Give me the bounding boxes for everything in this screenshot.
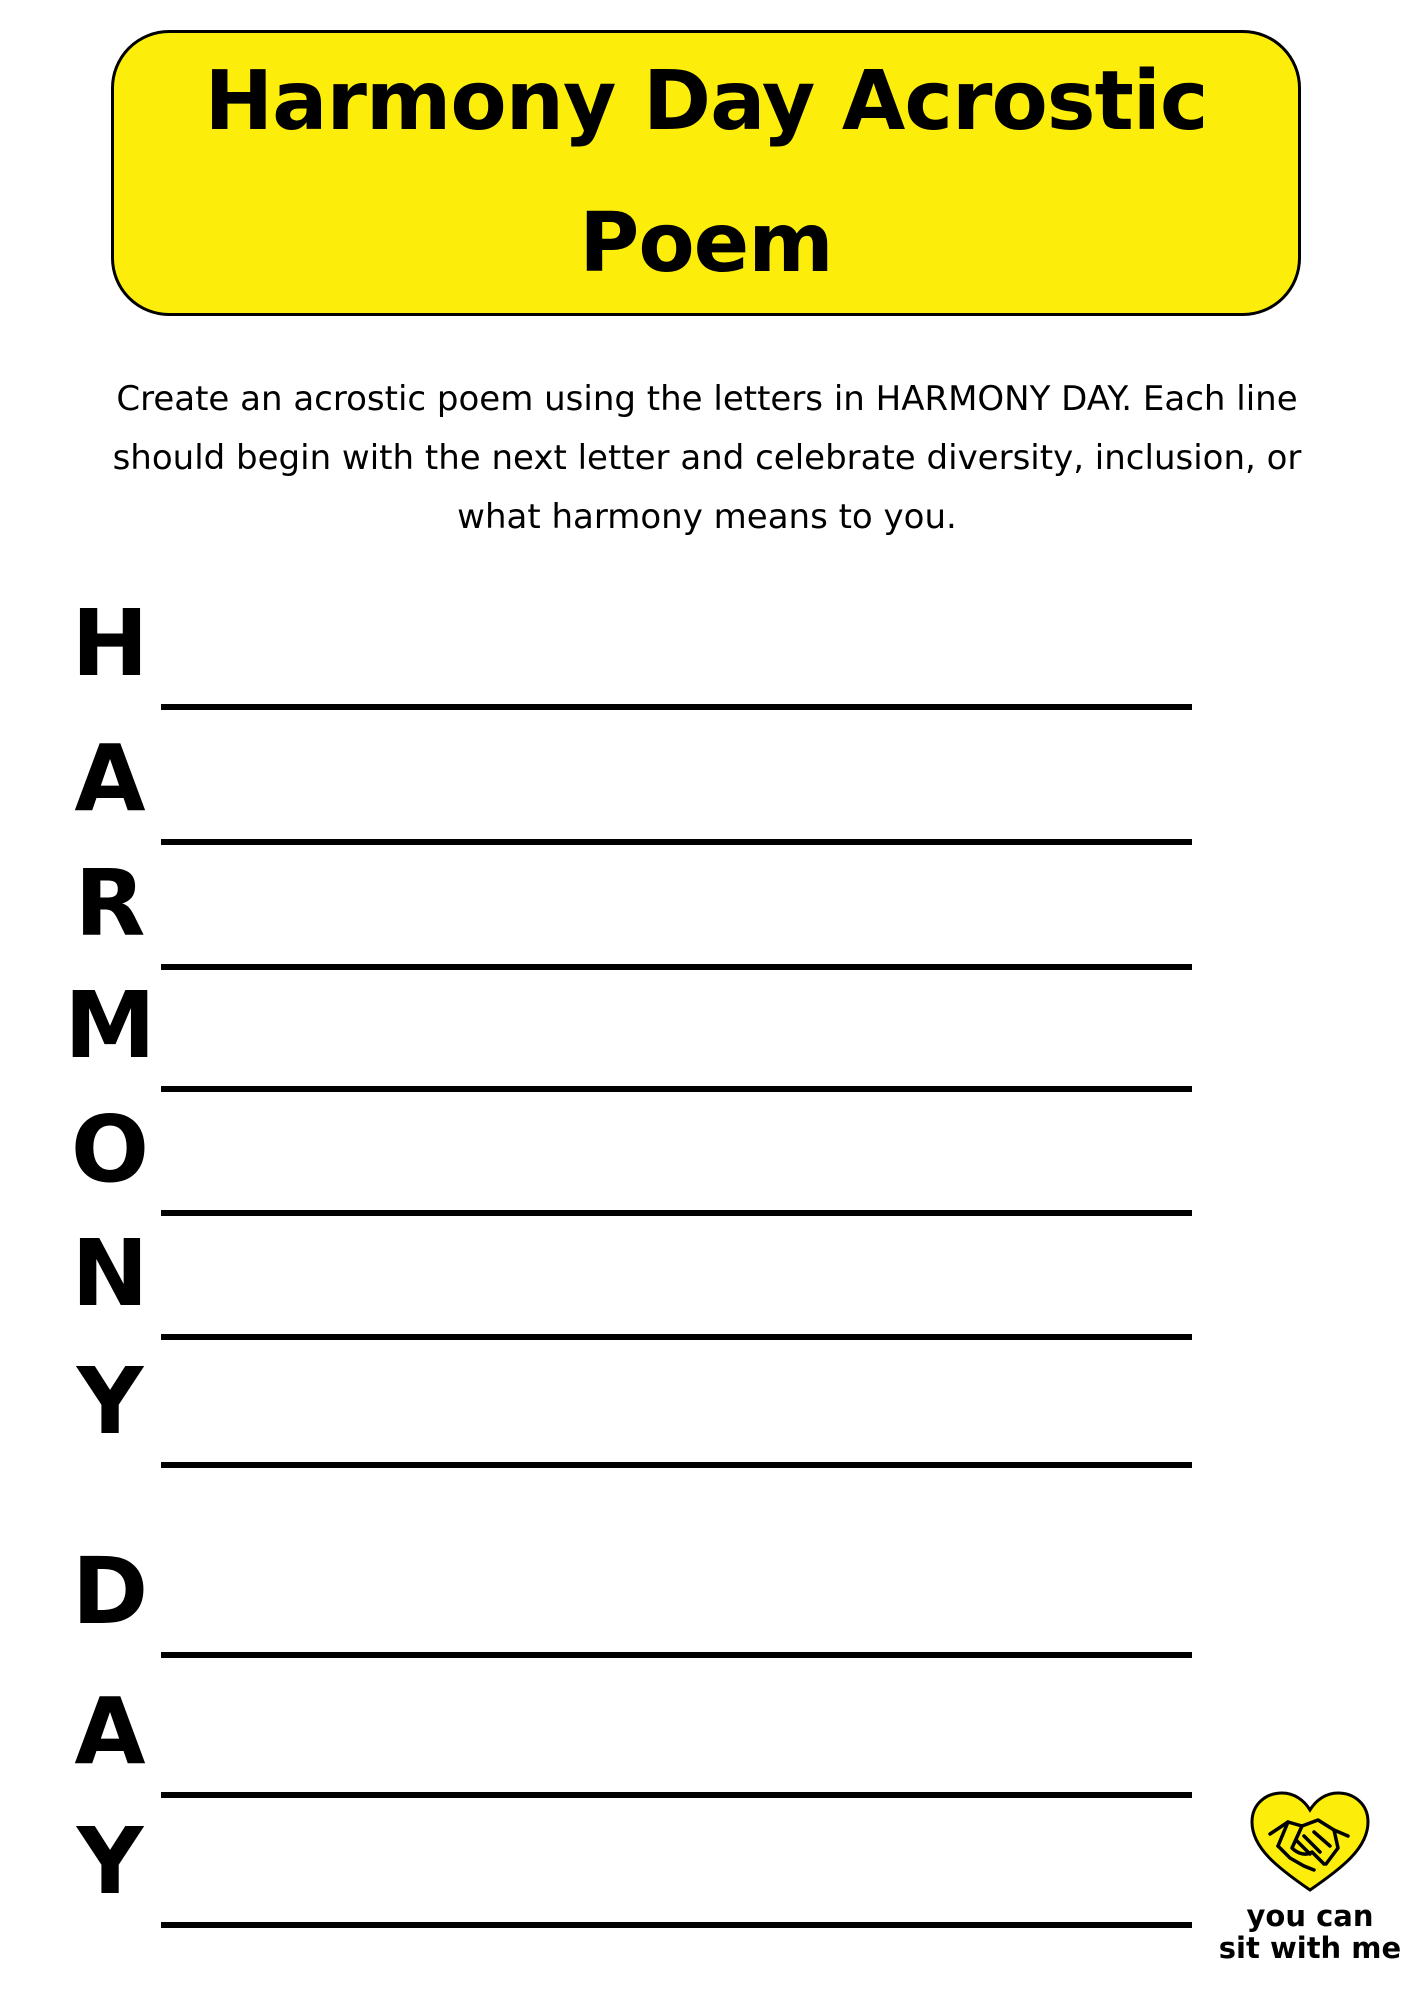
heart-handshake-icon bbox=[1248, 1790, 1372, 1894]
writing-line bbox=[161, 1922, 1192, 1928]
writing-line bbox=[161, 1652, 1192, 1658]
acrostic-letter: O bbox=[70, 1096, 150, 1203]
writing-line bbox=[161, 1086, 1192, 1092]
writing-line bbox=[161, 964, 1192, 970]
acrostic-letter: Y bbox=[76, 1348, 144, 1455]
poem-line-d bbox=[0, 1538, 1414, 1658]
poem-line-n bbox=[0, 1220, 1414, 1340]
you-can-sit-with-me-logo bbox=[1215, 1790, 1405, 1975]
poem-line-h bbox=[0, 590, 1414, 710]
writing-line bbox=[161, 704, 1192, 710]
writing-line bbox=[161, 1792, 1192, 1798]
poem-line-y bbox=[0, 1348, 1414, 1468]
writing-line bbox=[161, 1334, 1192, 1340]
poem-line-a bbox=[0, 725, 1414, 845]
acrostic-letter: A bbox=[74, 1678, 146, 1785]
poem-line-a2 bbox=[0, 1678, 1414, 1798]
acrostic-letter: M bbox=[64, 972, 156, 1079]
logo-line-1: you can bbox=[1246, 1899, 1374, 1933]
acrostic-letter: A bbox=[74, 725, 146, 832]
poem-line-r bbox=[0, 850, 1414, 970]
writing-line bbox=[161, 1210, 1192, 1216]
logo-line-2: sit with me bbox=[1218, 1931, 1402, 1965]
page-title: Harmony Day Acrostic Poem bbox=[204, 54, 1208, 291]
acrostic-letter: R bbox=[74, 850, 146, 957]
poem-line-m bbox=[0, 972, 1414, 1092]
poem-line-y2 bbox=[0, 1808, 1414, 1928]
acrostic-letter: D bbox=[71, 1538, 149, 1645]
poem-line-o bbox=[0, 1096, 1414, 1216]
acrostic-letter: Y bbox=[76, 1808, 144, 1915]
writing-line bbox=[161, 1462, 1192, 1468]
writing-line bbox=[161, 839, 1192, 845]
acrostic-letter: H bbox=[71, 590, 149, 697]
logo-text bbox=[1215, 1900, 1405, 1964]
acrostic-letter: N bbox=[71, 1220, 149, 1327]
instructions-text: Create an acrostic poem using the letters in HARMONY DAY. Each line should begin with the next letter and celebrate diversity, inclusion, or what harmony means to you. bbox=[112, 379, 1302, 537]
title-banner bbox=[111, 30, 1301, 316]
